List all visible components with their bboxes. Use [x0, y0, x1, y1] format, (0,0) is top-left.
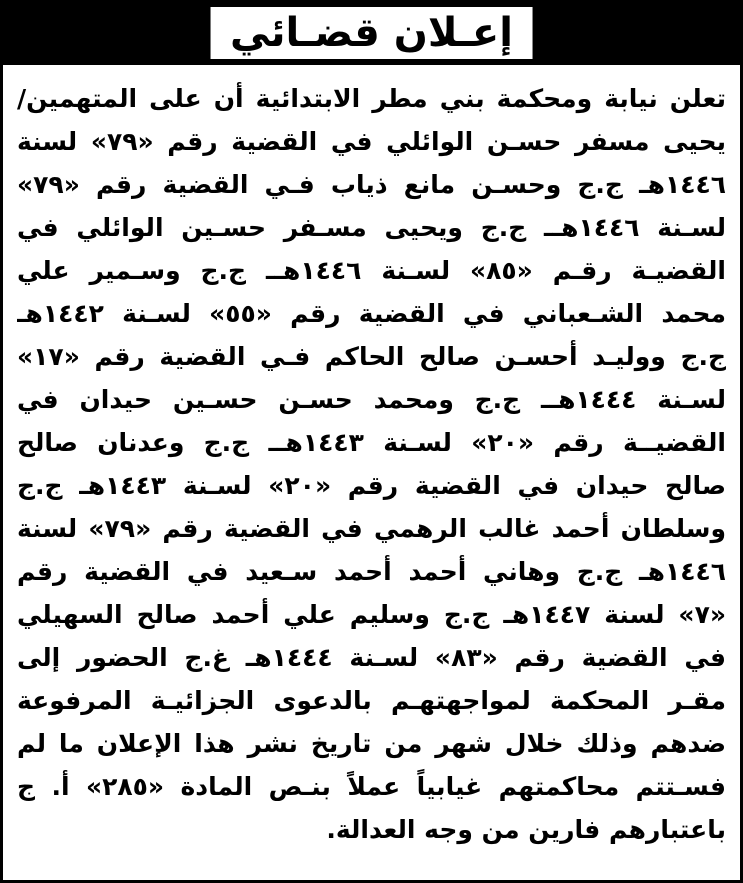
notice-line: ج.ج ووليـد أحسـن صالح الحاكم فـي القضية رقم «١٧»	[17, 342, 726, 371]
notice-line: صالح حيدان في القضية رقم «٢٠» لسـنة ١٤٤٣هـ ج.ج	[17, 471, 726, 500]
notice-line: وسلطان أحمد غالب الرهمي في القضية رقم «٧٩» لسنة	[17, 514, 726, 543]
notice-line: يحيى مسفر حسـن الوائلي في القضية رقم «٧٩» لسنة	[17, 127, 726, 156]
notice-line: «٧» لسنة ١٤٤٧هـ ج.ج وسليم علي أحمد صالح السهيلي	[17, 600, 726, 629]
notice-line: تعلن نيابة ومحكمة بني مطر الابتدائية أن على المتهمين/	[17, 84, 726, 113]
notice-line: لسـنة ١٤٤٤هــ ج.ج ومحمد حسـن حسـين حيدان في	[17, 385, 726, 414]
notice-line-last: باعتبارهم فارين من وجه العدالة.	[326, 815, 726, 844]
notice-line: القضيــة رقم «٢٠» لسـنة ١٤٤٣هــ ج.ج وعدنان صالح	[17, 428, 726, 457]
notice-line: ١٤٤٦هـ ج.ج وحسـن مانع ذياب فـي القضية رقم «٧٩»	[17, 170, 726, 199]
notice-line: لسـنة ١٤٤٦هــ ج.ج ويحيى مسـفر حسـين الوائلي في	[17, 213, 726, 242]
notice-body	[17, 77, 726, 851]
notice-line: مقـر المحكمة لمواجهتهـم بالدعوى الجزائيـة المرفوعة	[17, 686, 726, 715]
notice-line: محمد الشـعباني في القضية رقم «٥٥» لسـنة ١٤٤٢هـ	[17, 299, 726, 328]
notice-header-bar	[3, 3, 740, 65]
notice-line: فسـتتم محاكمتهم غيابياً عملاً بنـص المادة «٢٨٥» أ. ج	[17, 772, 726, 801]
notice-line: ١٤٤٦هـ ج.ج وهاني أحمد أحمد سـعيد في القضية رقم	[17, 557, 726, 586]
notice-line: في القضية رقم «٨٣» لسـنة ١٤٤٤هـ غ.ج الحضور إلى	[17, 643, 726, 672]
notice-line: ضدهم وذلك خلال شهر من تاريخ نشر هذا الإعلان ما لم	[17, 729, 726, 758]
notice-title: إعـلان قضـائي	[210, 7, 533, 59]
notice-line: القضيـة رقـم «٨٥» لسـنة ١٤٤٦هــ ج.ج وسـمير علي	[17, 256, 726, 285]
